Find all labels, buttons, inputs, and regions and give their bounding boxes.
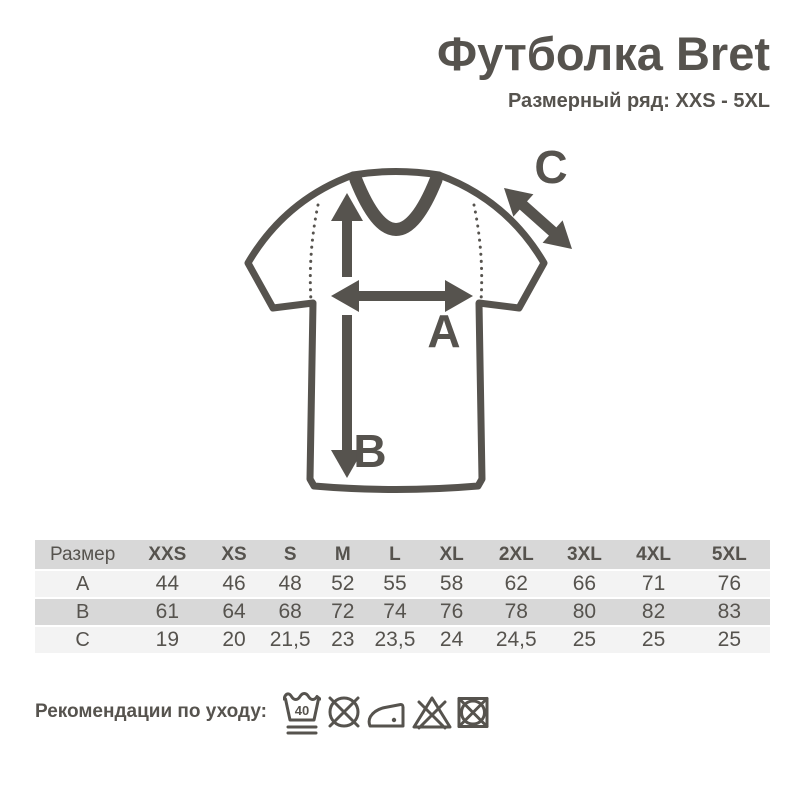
cell-c-2xl: 24,5	[495, 628, 537, 651]
size-range-subtitle: Размерный ряд: XXS - 5XL	[507, 90, 770, 112]
table-row-c	[35, 626, 770, 654]
cell-b-xl: 76	[439, 600, 464, 623]
column-header-4xl: 4XL	[636, 543, 672, 565]
cell-a-5xl: 76	[717, 572, 742, 595]
page-title: Футболка Bret	[436, 27, 770, 80]
column-header-5xl: 5XL	[711, 543, 747, 565]
column-header-3xl: 3XL	[567, 543, 602, 565]
cell-b-2xl: 78	[504, 600, 528, 623]
column-header-m: M	[334, 543, 351, 565]
column-header-xs: XS	[221, 543, 247, 565]
table-row-b	[35, 598, 770, 626]
cell-b-m: 72	[331, 600, 355, 623]
wash-temp-label: 40	[294, 702, 310, 718]
cell-b-xs: 64	[222, 600, 246, 623]
care-label: Рекомендации по уходу:	[35, 701, 267, 722]
cell-c-m: 23	[331, 628, 355, 651]
cell-b-4xl: 82	[641, 600, 666, 623]
cell-c-3xl: 25	[572, 628, 597, 651]
care-icons	[283, 689, 489, 736]
cell-c-5xl: 25	[717, 628, 742, 651]
column-header-s: S	[283, 543, 297, 565]
size-table-header-row	[35, 540, 770, 570]
row-label-c: C	[75, 628, 90, 651]
row-label-a: A	[75, 572, 90, 595]
label-b: B	[353, 425, 387, 477]
cell-c-xxs: 19	[155, 628, 180, 651]
cell-a-xxs: 44	[155, 572, 180, 595]
right-sleeve-seam-dotted	[474, 205, 482, 301]
cell-c-4xl: 25	[641, 628, 666, 651]
left-sleeve-seam-dotted	[310, 205, 318, 301]
cell-c-xl: 24	[439, 628, 464, 651]
cell-a-2xl: 62	[504, 572, 528, 595]
cell-b-s: 68	[278, 600, 302, 623]
column-header-size: Размер	[49, 543, 116, 565]
cell-a-xl: 58	[439, 572, 464, 595]
header	[436, 27, 770, 113]
cell-b-xxs: 61	[155, 600, 180, 623]
label-a: A	[427, 305, 461, 357]
iron-low-heat-icon	[367, 696, 407, 729]
cell-a-3xl: 66	[572, 572, 597, 595]
tshirt-measurement-diagram	[230, 135, 600, 525]
cell-c-s: 21,5	[269, 628, 311, 651]
size-table	[35, 540, 770, 655]
cell-b-5xl: 83	[717, 600, 742, 623]
cell-a-xs: 46	[222, 572, 246, 595]
cell-c-l: 23,5	[374, 628, 416, 651]
do-not-bleach-icon	[412, 695, 452, 730]
cell-a-m: 52	[331, 572, 355, 595]
tshirt-diagram-svg	[230, 135, 600, 525]
cell-b-l: 74	[383, 600, 407, 623]
cell-a-4xl: 71	[641, 572, 666, 595]
column-header-2xl: 2XL	[498, 543, 534, 565]
label-c: C	[534, 141, 568, 193]
cell-a-s: 48	[278, 572, 302, 595]
wash-40-icon	[283, 689, 321, 736]
tshirt-outline	[248, 175, 544, 490]
care-recommendations	[35, 686, 489, 738]
row-label-b: B	[75, 600, 90, 623]
cell-c-xs: 20	[222, 628, 246, 651]
do-not-tumble-dry-icon	[457, 696, 489, 729]
tshirt-back-neckline	[353, 172, 439, 176]
column-header-xl: XL	[439, 543, 464, 565]
do-not-dry-clean-icon	[326, 694, 362, 730]
cell-a-l: 55	[383, 572, 407, 595]
cell-b-3xl: 80	[572, 600, 597, 623]
column-header-l: L	[389, 543, 401, 565]
table-row-a	[35, 570, 770, 598]
column-header-xxs: XXS	[148, 543, 187, 565]
tshirt-collar	[356, 180, 436, 230]
